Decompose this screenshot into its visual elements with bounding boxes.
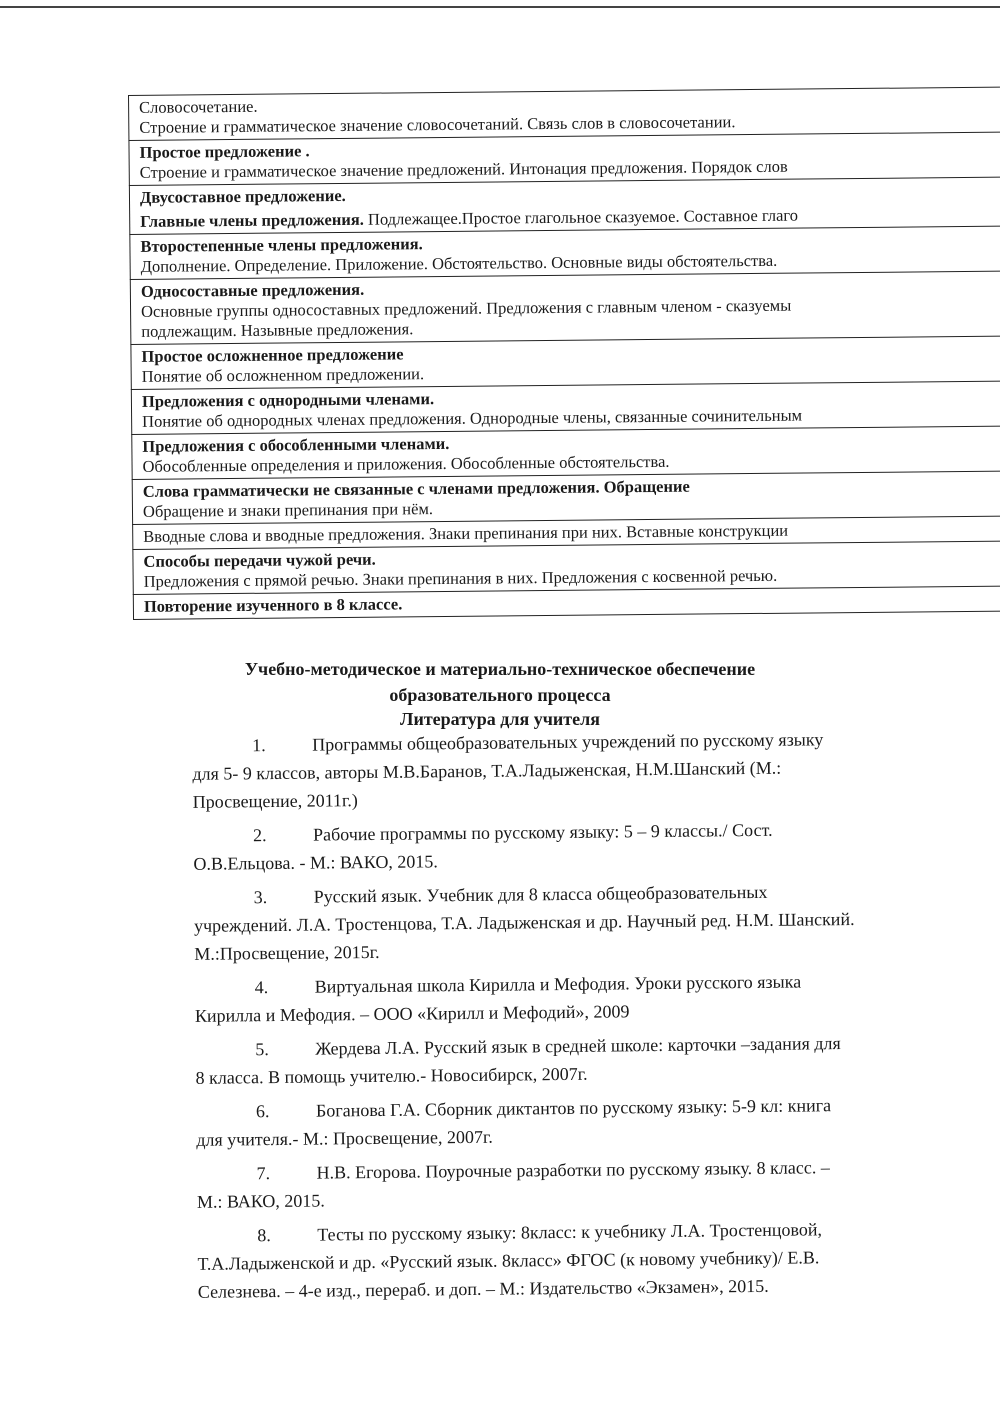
row-heading: Предложения с однородными членами. (141, 389, 435, 411)
row-heading: Способы передачи чужой речи. (143, 549, 376, 571)
row-line: Строение и грамматическое значение словосочетаний. Связь слов в словосочетании. (139, 112, 736, 137)
literature-item-continuation: Кирилла и Мефодия. – ООО «Кирилл и Мефодий», 2009 (194, 1001, 630, 1026)
row-heading: Двусоставное предложение. (139, 185, 346, 207)
row-heading: Простое осложненное предложение (141, 344, 404, 366)
row-line: Строение и грамматическое значение предложений. Интонация предложения. Порядок слов (139, 156, 788, 182)
literature-item (180, 724, 941, 816)
row-heading: Предложения с обособленными членами. (142, 433, 450, 456)
literature-item-text: Русский язык. Учебник для 8 класса общеобразовательных (313, 881, 768, 907)
literature-item-continuation: 8 класса. В помощь учителю.- Новосибирск, 2007г. (195, 1063, 588, 1088)
row-heading: Слова грамматически не связанные с членами предложения. Обращение (142, 476, 690, 501)
row-line: Вводные слова и вводные предложения. Знаки препинания при них. Вставные конструкции (143, 520, 789, 546)
row-heading: Второстепенные члены предложения. (140, 234, 423, 256)
literature-item-number: 6. (255, 1101, 270, 1122)
literature-item-text: Боганова Г.А. Сборник диктантов по русскому языку: 5-9 кл: книга (315, 1095, 832, 1121)
row-line: Понятие об однородных членах предложения. Однородные члены, связанные сочинительным (142, 405, 803, 431)
literature-item-continuation: О.В.Ельцова. - М.: ВАКО, 2015. (193, 851, 438, 874)
literature-item-text: Тесты по русскому языку: 8класс: к учебнику Л.А. Тростенцовой, (317, 1219, 823, 1245)
literature-item-number: 7. (256, 1163, 271, 1184)
literature-item-number: 2. (252, 825, 267, 846)
row-line: Основные группы односоставных предложений. Предложения с главным членом - сказуемы (140, 295, 792, 321)
literature-item-continuation: для учителя.- М.: Просвещение, 2007г. (196, 1126, 493, 1150)
row-line: Словосочетание. (139, 96, 258, 117)
literature-item (183, 1028, 944, 1092)
literature-list (180, 724, 946, 1312)
section-title-line2: образовательного процесса (389, 685, 611, 705)
literature-item-continuation: Селезнева. – 4-е изд., перераб. и доп. – М.: Издательство «Экзамен», 2015. (197, 1275, 769, 1302)
topics-table (128, 87, 1000, 620)
section-title-line1: Учебно-методическое и материально-техническое обеспечение (244, 659, 756, 679)
literature-item-continuation: Просвещение, 2011г.) (192, 790, 358, 812)
literature-item-number: 5. (255, 1039, 269, 1060)
table-row (130, 272, 1000, 345)
literature-item-continuation: М.: ВАКО, 2015. (196, 1190, 325, 1212)
literature-item-number: 3. (253, 887, 268, 908)
literature-item-text: Виртуальная школа Кирилла и Мефодия. Уроки русского языка (314, 971, 802, 997)
literature-item-continuation: М.:Просвещение, 2015г. (194, 941, 380, 964)
literature-item (183, 966, 944, 1030)
row-heading: Простое предложение . (139, 141, 310, 162)
row-line: Дополнение. Определение. Приложение. Обстоятельство. Основные виды обстоятельства. (140, 250, 778, 276)
literature-item-number: 1. (252, 735, 266, 756)
literature-item-text: Рабочие программы по русскому языку: 5 – 9 классы./ Сост. (312, 819, 773, 845)
literature-item-number: 8. (257, 1225, 271, 1246)
row-heading: Повторение изученного в 8 классе. (143, 594, 403, 616)
literature-item (184, 1152, 945, 1216)
literature-item (182, 876, 943, 968)
row-line: Обособленные определения и приложения. Обособленные обстоятельства. (142, 451, 670, 476)
row-heading: Односоставные предложения. (140, 279, 365, 301)
row-line: Обращение и знаки препинания при нём. (142, 499, 434, 521)
row-line: Предложения с прямой речью. Знаки препинания в них. Предложения с косвенной речью. (143, 565, 778, 591)
literature-item-continuation: учреждений. Л.А. Тростенцова, Т.А. Ладыженская и др. Научный ред. Н.М. Шанский. (193, 908, 855, 936)
section-subtitle: Литература для учителя (400, 709, 600, 729)
row-inline-heading: Главные члены предложения. (140, 209, 364, 231)
literature-item-number: 4. (254, 977, 269, 998)
literature-item (185, 1214, 946, 1306)
top-rule (0, 6, 1000, 8)
literature-item-continuation: Т.А.Ладыженской и др. «Русский язык. 8класс» ФГОС (к новому учебнику)/ Е.В. (197, 1247, 820, 1274)
literature-item-text: Н.В. Егорова. Поурочные разработки по русскому языку. 8 класс. – (316, 1157, 830, 1183)
row-line: Понятие об осложненном предложении. (141, 364, 425, 386)
row-line: подлежащим. Назывные предложения. (141, 319, 414, 341)
literature-item-continuation: для 5- 9 классов, авторы М.В.Баранов, Т.А.Ладыженская, Н.М.Шанский (М.: (192, 757, 782, 784)
literature-item-text: Жердева Л.А. Русский язык в средней школе: карточки –задания для (315, 1033, 841, 1059)
literature-item-text: Программы общеобразовательных учреждений по русскому языку (312, 729, 824, 755)
row-inline-text: Подлежащее.Простое глагольное сказуемое. Составное глаго (363, 205, 799, 229)
literature-item (184, 1090, 945, 1154)
literature-item (181, 814, 942, 878)
